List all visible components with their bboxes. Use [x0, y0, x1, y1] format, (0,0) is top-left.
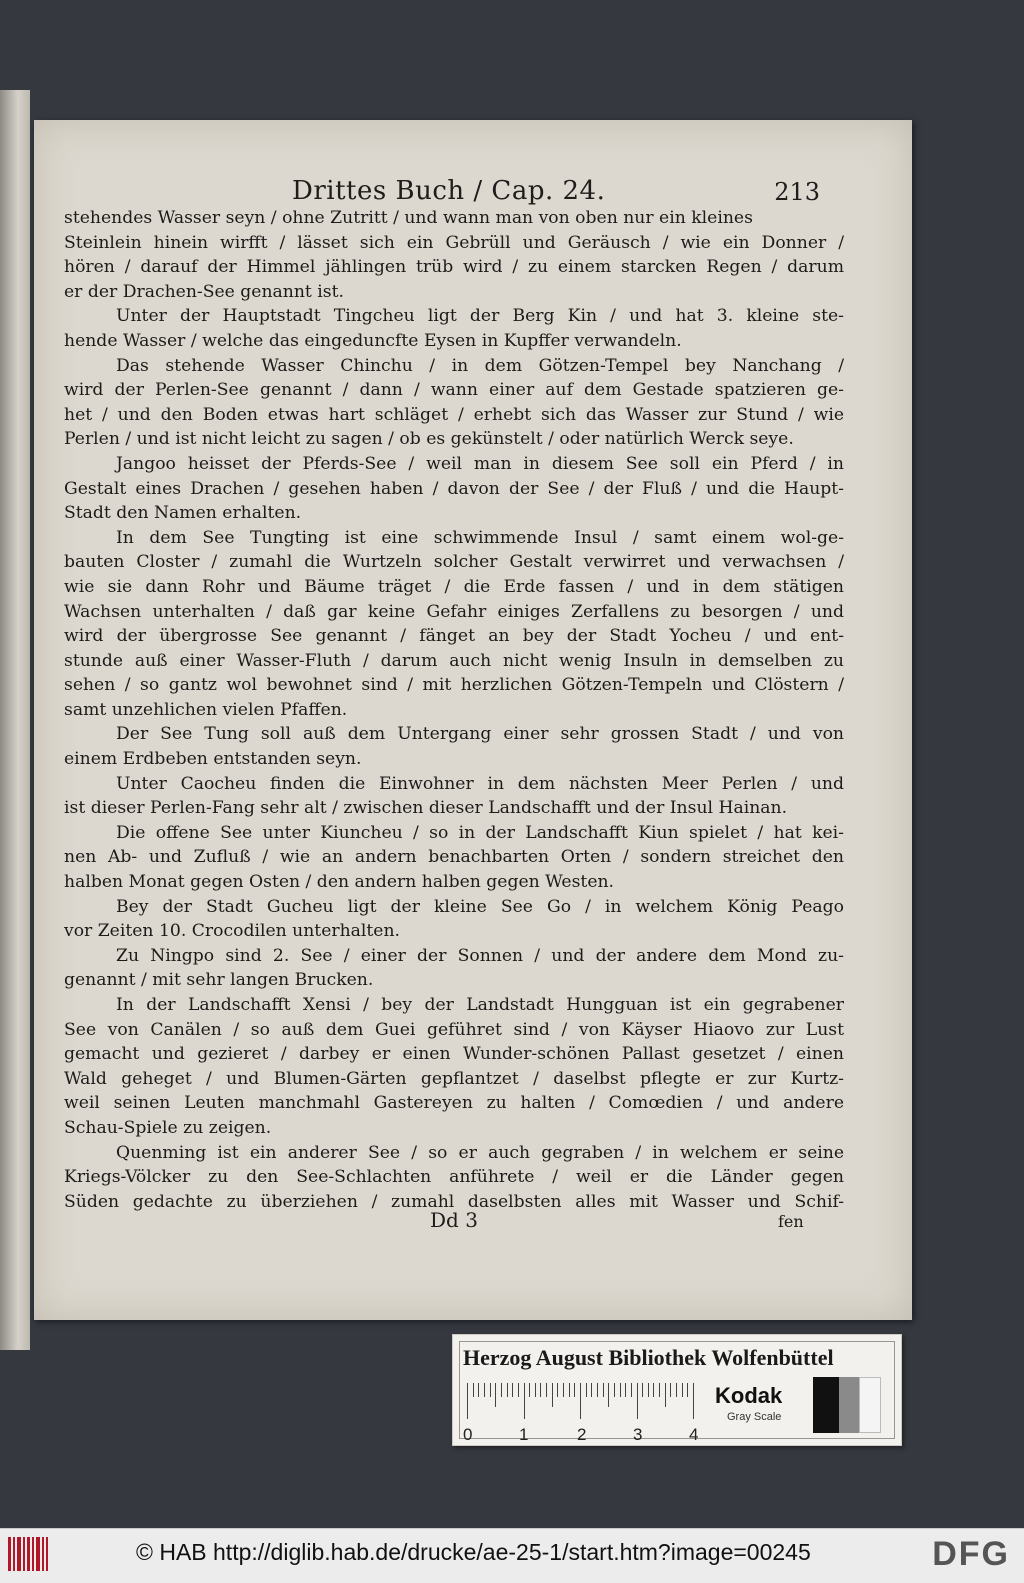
ruler-tick [625, 1383, 626, 1397]
text-line: Das stehende Wasser Chinchu / in dem Götzen-Tempel bey Nanchang / [116, 355, 844, 376]
text-line: Wald geheget / und Blumen-Gärten gepflantzet / daselbst pflegte er zur Kurtz- [64, 1068, 844, 1089]
ruler-tick [518, 1383, 519, 1397]
running-title: Drittes Buch / Cap. 24. [292, 176, 606, 206]
catchword: fen [778, 1212, 804, 1231]
text-line: bauten Closter / zumahl die Wurtzeln solcher Gestalt verwirret und verwachsen / [64, 552, 844, 573]
ruler-number: 0 [463, 1425, 473, 1444]
ruler-tick [693, 1383, 694, 1419]
ruler-tick [552, 1383, 553, 1407]
ruler-tick [591, 1383, 592, 1397]
ruler-tick [637, 1383, 638, 1419]
scale-ruler [463, 1383, 699, 1444]
text-line: Kriegs-Völcker zu den See-Schlachten anführete / weil er die Länder gegen [64, 1167, 844, 1188]
text-line: genannt / mit sehr langen Brucken. [64, 970, 374, 991]
ruler-tick [535, 1383, 536, 1397]
ruler-tick [540, 1383, 541, 1397]
text-line: Die offene See unter Kiuncheu / so in der Landschafft Kiun spielet / hat kei- [116, 822, 844, 843]
ruler-tick [501, 1383, 502, 1397]
text-line: vor Zeiten 10. Crocodilen unterhalten. [64, 921, 401, 942]
text-line: er der Drachen-See genannt ist. [64, 281, 344, 302]
ruler-tick [490, 1383, 491, 1397]
ruler-tick [478, 1383, 479, 1397]
ruler-tick [659, 1383, 660, 1397]
ruler-tick [563, 1383, 564, 1397]
ruler-tick [580, 1383, 581, 1419]
dfg-logo: DFG [932, 1535, 1010, 1573]
text-line: Unter der Hauptstadt Tingcheu ligt der Berg Kin / und hat 3. kleine ste- [116, 306, 844, 327]
ruler-tick [653, 1383, 654, 1397]
ruler-tick [642, 1383, 643, 1397]
text-line: stehendes Wasser seyn / ohne Zutritt / und wann man von oben nur ein kleines [64, 208, 753, 228]
text-line: halben Monat gegen Osten / den andern halben gegen Westen. [64, 872, 615, 893]
footer-bar [0, 1528, 1024, 1583]
ruler-tick [603, 1383, 604, 1397]
white-swatch [859, 1377, 881, 1433]
ruler-tick [648, 1383, 649, 1397]
text-line: Unter Caocheu finden die Einwohner in dem nächsten Meer Perlen / und [116, 773, 844, 794]
text-line: Gestalt eines Drachen / gesehen haben / davon der See / der Fluß / und die Haupt- [64, 478, 844, 499]
text-line: See von Canälen / so auß dem Guei geführet sind / von Käyser Hiaovo zur Lust [64, 1019, 844, 1040]
text-line: weil seinen Leuten manchmahl Gastereyen zu halten / Comœdien / und andere [64, 1093, 844, 1114]
text-line: samt unzehlichen vielen Pfaffen. [64, 699, 348, 720]
ruler-tick [614, 1383, 615, 1397]
text-line: Perlen / und ist nicht leicht zu sagen / ob es gekünstelt / oder natürlich Werck seye. [64, 429, 794, 450]
ruler-tick [620, 1383, 621, 1397]
ruler-number: 2 [577, 1425, 587, 1444]
text-line: Schau-Spiele zu zeigen. [64, 1117, 272, 1138]
ruler-tick [682, 1383, 683, 1397]
text-line: wie sie dann Rohr und Bäume träget / die Erde fassen / und in dem stätigen [64, 576, 844, 597]
ruler-tick [665, 1383, 666, 1407]
ruler-tick [495, 1383, 496, 1407]
ruler-tick [676, 1383, 677, 1397]
ruler-tick [484, 1383, 485, 1397]
book-page [34, 120, 912, 1320]
page-number: 213 [774, 178, 820, 206]
ruler-tick [524, 1383, 525, 1419]
text-line: sehen / so gantz wol bewohnet sind / mit herzlichen Götzen-Tempeln und Clöstern / [64, 675, 844, 696]
text-line: Stadt den Namen erhalten. [64, 503, 302, 524]
ruler-tick [546, 1383, 547, 1397]
ruler-tick [608, 1383, 609, 1407]
ruler-tick [569, 1383, 570, 1397]
text-line: ist dieser Perlen-Fang sehr alt / zwischen dieser Landschafft und der Insul Hainan. [64, 798, 788, 819]
text-line: einem Erdbeben entstanden seyn. [64, 749, 362, 770]
text-line: In dem See Tungting ist eine schwimmende Insul / samt einem wol-ge- [116, 527, 844, 548]
ruler-tick [586, 1383, 587, 1397]
black-swatch [813, 1377, 839, 1433]
text-line: Jangoo heisset der Pferds-See / weil man in diesem See soll ein Pferd / in [116, 453, 844, 474]
signature-mark: Dd 3 [430, 1208, 478, 1232]
library-name: Herzog August Bibliothek Wolfenbüttel [463, 1345, 834, 1370]
ruler-tick [631, 1383, 632, 1397]
text-line: wird der übergrosse See genannt / fänget an bey der Stadt Yocheu / und ent- [64, 626, 844, 647]
ruler-tick [467, 1383, 468, 1419]
ruler-tick [557, 1383, 558, 1397]
ruler-tick [574, 1383, 575, 1397]
text-line: Süden gedachte zu überziehen / zumahl daselbsten alles mit Wasser und Schif- [64, 1191, 844, 1212]
text-line: Quenming ist ein anderer See / so er auch gegraben / in welchem er seine [116, 1142, 844, 1163]
ruler-number: 1 [519, 1425, 529, 1444]
text-line: hören / darauf der Himmel jählingen trüb wird / zu einem starcken Regen / darum [64, 257, 844, 278]
running-header [34, 176, 912, 210]
text-line: In der Landschafft Xensi / bey der Landstadt Hungguan ist ein gegrabener [116, 995, 844, 1015]
text-line: gemacht und gezieret / darbey er einen Wunder-schönen Pallast gesetzet / einen [64, 1044, 844, 1065]
ruler-tick [529, 1383, 530, 1397]
ruler-number: 3 [633, 1425, 643, 1444]
ruler-number: 4 [689, 1425, 699, 1444]
text-line: nen Ab- und Zufluß / wie an andern benachbarten Orten / sondern streichet den [64, 847, 844, 868]
text-line: wird der Perlen-See genannt / dann / wann einer auf dem Gestade spatzieren ge- [64, 380, 844, 401]
text-line: Steinlein hinein wirfft / lässet sich ein Gebrüll und Geräusch / wie ein Donner / [64, 232, 844, 253]
text-line: het / und den Boden etwas hart schläget / erhebt sich das Wasser zur Stund / wie [64, 404, 844, 425]
copyright-url[interactable]: © HAB http://diglib.hab.de/drucke/ae-25-1/start.htm?image=00245 [136, 1539, 811, 1565]
gray-swatch [839, 1377, 859, 1433]
ruler-tick [512, 1383, 513, 1397]
text-line: Bey der Stadt Gucheu ligt der kleine See Go / in welchem König Peago [116, 896, 844, 917]
grayscale-label: Gray Scale [727, 1411, 782, 1423]
kodak-logo: Kodak [715, 1383, 783, 1408]
text-line: Wachsen unterhalten / daß gar keine Gefahr einiges Zerfallens zu besorgen / und [64, 601, 844, 622]
ruler-tick [597, 1383, 598, 1397]
color-calibration-card [452, 1334, 902, 1446]
ruler-tick [473, 1383, 474, 1397]
text-line: hende Wasser / welche das eingeduncfte Eysen in Kupffer verwandeln. [64, 330, 682, 351]
text-line: stunde auß einer Wasser-Fluth / darum auch nicht wenig Insuln in demselben zu [64, 650, 844, 671]
ruler-tick [670, 1383, 671, 1397]
text-line: Der See Tung soll auß dem Untergang einer sehr grossen Stadt / und von [116, 724, 844, 745]
text-line: Zu Ningpo sind 2. See / einer der Sonnen / und der andere dem Mond zu- [116, 945, 844, 966]
adjacent-page-edge [0, 90, 30, 1350]
ruler-tick [687, 1383, 688, 1397]
body-text [64, 206, 844, 1214]
barcode-icon [8, 1537, 48, 1571]
ruler-tick [507, 1383, 508, 1397]
